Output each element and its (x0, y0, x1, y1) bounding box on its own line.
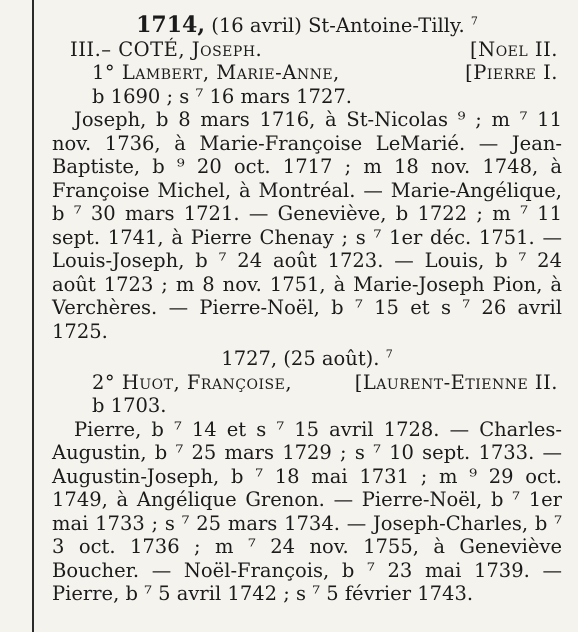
children-list-1: Joseph, b 8 mars 1716, à St-Nicolas ⁹ ; m ⁷ 11 nov. 1736, à Marie-Françoise LeMarié. — Jean-Baptiste, b ⁹ 20 oct. 1717 ; m 18 nov. 1748, à Françoise Michel, à Montréal. — Marie-Angélique, b ⁷ 30 mars 1721. — Geneviève, b 1722 ; m ⁷ 11 sept. 1741, à Pierre Chenay ; s ⁷ 1er déc. 1751. — Louis-Joseph, b ⁷ 24 août 1723. — Louis, b ⁷ 24 août 1723 ; m 8 nov. 1751, à Marie-Joseph Pion, à Verchères. — Pierre-Noël, b ⁷ 15 et s ⁷ 26 avril 1725. (52, 108, 562, 343)
person-row (52, 38, 562, 62)
parish-ref: 7 (470, 14, 478, 28)
children-list-2: Pierre, b ⁷ 14 et s ⁷ 15 avril 1728. — Charles-Augustin, b ⁷ 25 mars 1729 ; s ⁷ 10 sept. 1733. — Augustin-Joseph, b ⁷ 18 mai 1731 ; m ⁹ 29 oct. 1749, à Angélique Grenon. — Pierre-Noël, b ⁷ 1er mai 1733 ; s ⁷ 25 mars 1734. — Joseph-Charles, b ⁷ 3 oct. 1736 ; m ⁷ 24 nov. 1755, à Geneviève Boucher. — Noël-François, b ⁷ 23 mai 1739. — Pierre, b ⁷ 5 avril 1742 ; s ⁷ 5 février 1743. (52, 417, 562, 605)
marriage-heading-1 (52, 14, 562, 38)
person-name: III.– COTÉ, Joseph. (70, 37, 263, 61)
marriage-year: 1714, (136, 12, 206, 38)
marriage-heading-2 (52, 347, 562, 371)
father-reference: [Noel II. (470, 37, 558, 61)
spouse1-dates: b 1690 ; s ⁷ 16 mars 1727. (92, 84, 352, 108)
marriage2-date: 1727, (25 août). (221, 347, 380, 370)
spouse1-row (52, 61, 562, 85)
spouse1-name: 1° Lambert, Marie-Anne, (92, 61, 340, 84)
spouse1-father-reference: [Pierre I. (465, 61, 558, 84)
spouse2-dates: b 1703. (92, 394, 167, 417)
spouse2-name: 2° Huot, Françoise, (92, 370, 293, 394)
spouse2-row (52, 371, 562, 395)
marriage-date-place: (16 avril) St-Antoine-Tilly. (205, 14, 465, 37)
spouse2-father-reference: [Laurent-Etienne II. (354, 370, 558, 394)
parish-ref-2: 7 (385, 347, 393, 361)
genealogy-entry (52, 14, 562, 606)
left-margin-rule (32, 0, 34, 632)
